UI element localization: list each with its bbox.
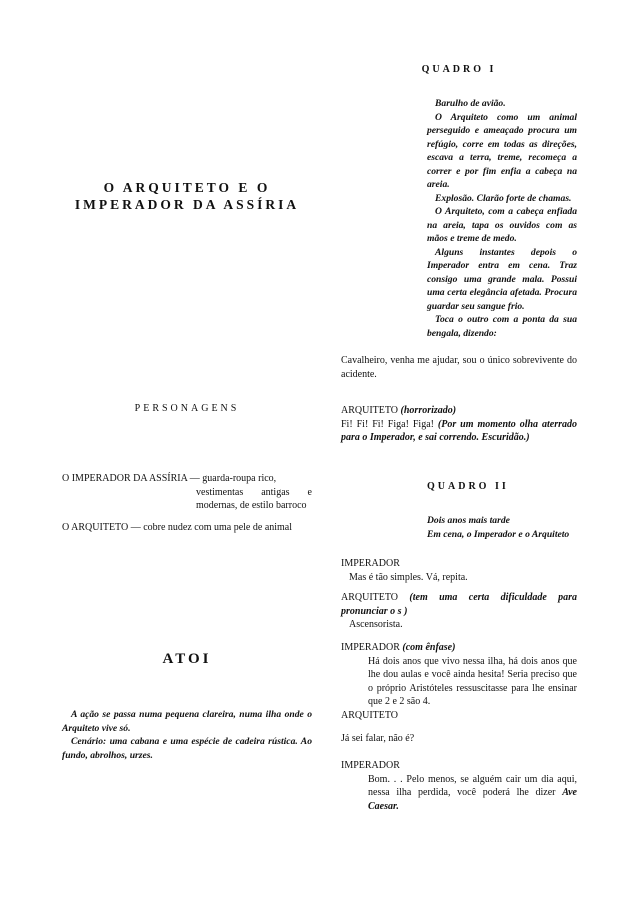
imp3-ave-caesar: Ave Caesar.: [368, 787, 577, 812]
char1-name: O IMPERADOR DA ASSÍRIA — guarda-roupa rico,: [62, 473, 277, 484]
title-line-2: IMPERADOR DA ASSÍRIA: [74, 197, 300, 212]
arquiteto-block-1: [341, 404, 577, 445]
q2-line-2: Em cena, o Imperador e o Arquiteto: [427, 528, 570, 540]
character-imperador: [62, 472, 312, 513]
stage-5: Alguns instantes depois o Imperador entra em cena. Traz consigo uma grande mala. Possui uma certa elegância afetada. Procura guardar seu sangue frio.: [427, 246, 577, 312]
act-text-1: A ação se passa numa pequena clareira, numa ilha onde o Arquiteto vive só.: [62, 709, 312, 734]
arquiteto-line-3: Já sei falar, não é?: [341, 733, 415, 744]
quadro-1-heading: QUADRO I: [421, 64, 497, 75]
arq2-direction: (tem uma certa dificuldade para pronunciar o s ): [341, 592, 577, 617]
arq2-speech: Ascensorista.: [349, 619, 403, 630]
imperador-block-1: [341, 557, 577, 584]
stage-2: O Arquiteto como um animal perseguido e ameaçado procura um refúgio, corre em todas as direções, escava a terra, treme, recomeça a correr e por fim enfia a cabeça na areia.: [427, 111, 577, 190]
stage-1: Barulho de avião.: [435, 98, 506, 109]
personagens-heading: PERSONAGENS: [134, 403, 240, 414]
imp3-speech: Bom. . . Pelo menos, se alguém cair um dia aqui, nessa ilha perdida, você poderá lhe dizer: [368, 773, 577, 798]
imperador-block-2: [341, 641, 577, 722]
imp2-direction: (com ênfase): [402, 642, 456, 653]
act-description: [62, 708, 312, 762]
play-title: [62, 179, 312, 213]
imp2-speaker: IMPERADOR: [341, 642, 400, 653]
quadro-2-heading: QUADRO II: [427, 481, 509, 492]
title-line-1: O ARQUITETO E O: [103, 180, 271, 195]
arq1-speaker: ARQUITETO: [341, 405, 399, 416]
arq1-direction-2: (Por um momento olha aterrado para o Imperador, e sai correndo. Escuridão.): [341, 418, 577, 443]
q2-line-1: Dois anos mais tarde: [427, 515, 510, 526]
imperador-line-1: Cavalheiro, venha me ajudar, sou o único sobrevivente do acidente.: [341, 355, 577, 380]
stage-6: Toca o outro com a ponta da sua bengala, dizendo:: [427, 314, 577, 339]
imp3-speaker: IMPERADOR: [341, 760, 400, 771]
act-heading: ATOI: [162, 651, 212, 667]
arquiteto-block-2: [341, 591, 577, 632]
imp1-speech: Mas é tão simples. Vá, repita.: [349, 571, 468, 583]
quadro-2-directions: [427, 514, 577, 541]
imp1-speaker: IMPERADOR: [341, 558, 400, 569]
arq3-speaker: ARQUITETO: [341, 709, 399, 721]
imperador-block-3: [341, 759, 577, 813]
arq1-speech: Fi! Fi! Fi! Figa! Figa!: [341, 418, 434, 430]
character-arquiteto: O ARQUITETO — cobre nudez com uma pele de animal: [62, 522, 293, 533]
stage-4: O Arquiteto, com a cabeça enfiada na areia, tapa os ouvidos com as mãos e treme de medo.: [427, 206, 577, 244]
arq1-direction: (horrorizado): [400, 405, 457, 416]
stage-3: Explosão. Clarão forte de chamas.: [435, 192, 572, 204]
imp2-speech: Há dois anos que vivo nessa ilha, há dois anos que lhe dou aulas e você ainda hesita! Seria preciso que o próprio Aristóteles ressuscitasse para lhe ensinar que 2 e 2 são 4.: [368, 655, 577, 707]
arq2-speaker: ARQUITETO: [341, 592, 399, 603]
act-text-2: Cenário: uma cabana e uma espécie de cadeira rústica. Ao fundo, abrolhos, urzes.: [62, 736, 312, 761]
char1-description: vestimentas antigas e modernas, de estilo barroco: [196, 486, 312, 511]
stage-directions-1: [427, 97, 577, 340]
